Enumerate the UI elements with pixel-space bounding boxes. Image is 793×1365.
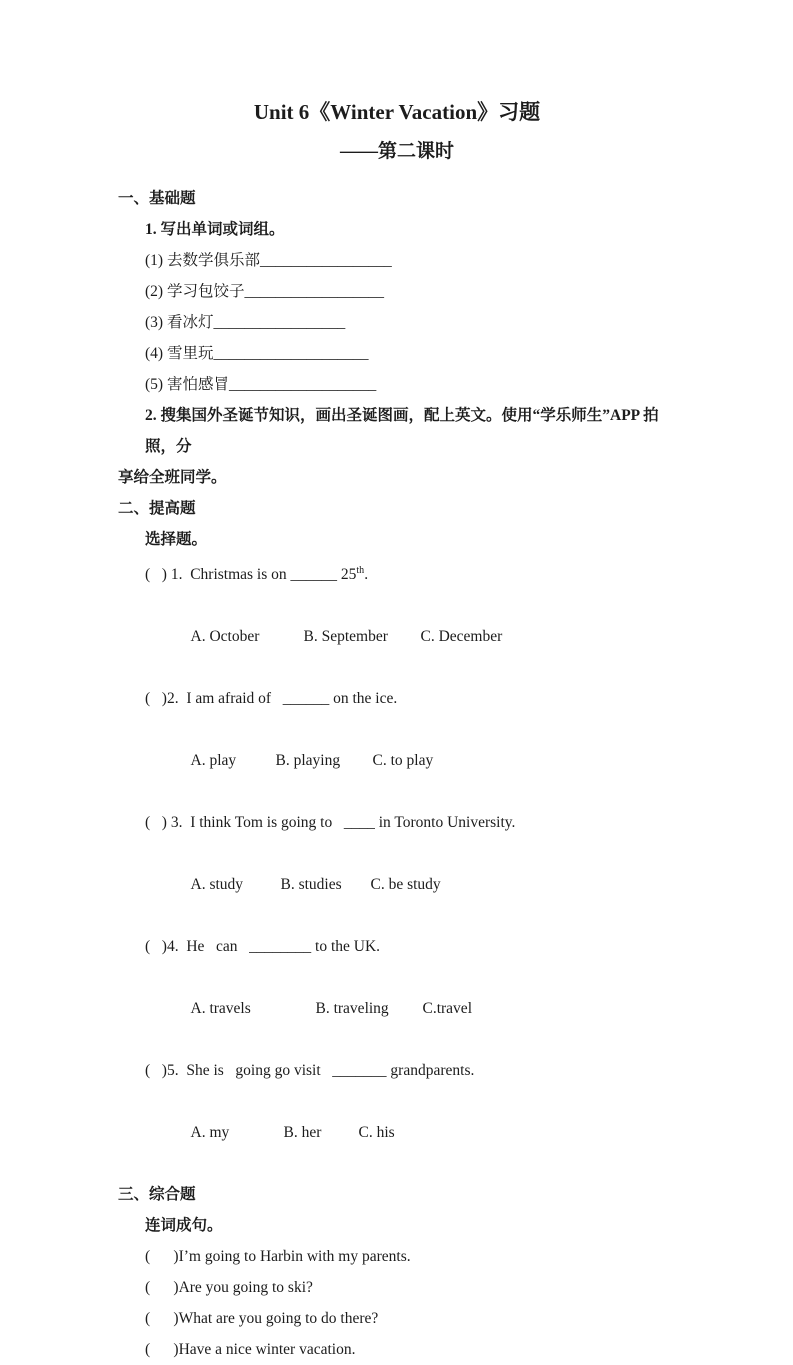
page-subtitle: ——第二课时 — [339, 141, 454, 162]
section-heading-advanced: 二、提高题 — [118, 500, 196, 517]
option-c: C. his — [358, 1124, 395, 1142]
question-options-5 — [118, 1086, 676, 1179]
question-stem-3: ( ) 3. I think Tom is going to ____ in Toronto University. — [145, 814, 516, 832]
option-b: B. her — [283, 1124, 322, 1142]
option-a: A. play — [190, 752, 237, 770]
fill-item-3: (3) 看冰灯_________________ — [145, 314, 346, 331]
page-title: Unit 6《Winter Vacation》习题 — [253, 100, 541, 124]
question-options-4 — [118, 962, 676, 1055]
question-options-1 — [118, 590, 676, 683]
option-b: B. playing — [275, 752, 341, 770]
question-stem-4: ( )4. He can ________ to the UK. — [145, 938, 381, 956]
option-c: C.travel — [422, 1000, 472, 1018]
ordinal-suffix: th — [356, 565, 365, 576]
option-c: C. to play — [372, 752, 434, 770]
sentence-instruction: 连词成句。 — [145, 1217, 223, 1235]
question-stem-text: ( ) 1. Christmas is on ______ 25 — [145, 566, 357, 584]
fill-item-4: (4) 雪里玩____________________ — [145, 345, 369, 362]
section-heading-comprehensive: 三、综合题 — [118, 1186, 196, 1204]
option-c: C. December — [420, 628, 503, 646]
fill-item-2: (2) 学习包饺子__________________ — [145, 283, 384, 300]
question-stem-2: ( )2. I am afraid of ______ on the ice. — [145, 690, 398, 708]
task1-label: 1. 写出单词或词组。 — [145, 221, 285, 238]
fill-item-1: (1) 去数学俱乐部_________________ — [145, 252, 392, 269]
section-heading-basic: 一、基础题 — [118, 190, 196, 207]
option-b: B. studies — [280, 876, 342, 894]
sentence-item-2: ( )Are you going to ski? — [145, 1279, 313, 1297]
option-b: B. traveling — [315, 1000, 389, 1018]
question-stem-5: ( )5. She is going go visit _______ grandparents. — [145, 1062, 475, 1080]
question-stem-end: . — [364, 566, 369, 584]
question-options-3 — [118, 838, 676, 931]
task2-text-line1: 2. 搜集国外圣诞节知识，画出圣诞图画，配上英文。使用“学乐师生”APP 拍照，分 — [145, 407, 659, 455]
choice-instruction: 选择题。 — [145, 531, 208, 548]
option-a: A. travels — [190, 1000, 251, 1018]
option-c: C. be study — [370, 876, 441, 894]
option-b: B. September — [303, 628, 388, 646]
sentence-item-4: ( )Have a nice winter vacation. — [145, 1341, 356, 1359]
option-a: A. my — [190, 1124, 230, 1142]
question-stem-1 — [118, 555, 676, 590]
sentence-item-1: ( )I’m going to Harbin with my parents. — [145, 1248, 411, 1266]
question-options-2 — [118, 714, 676, 807]
sentence-item-3: ( )What are you going to do there? — [145, 1310, 379, 1328]
option-a: A. October — [190, 628, 260, 646]
option-a: A. study — [190, 876, 244, 894]
task2-text-line2: 享给全班同学。 — [118, 469, 227, 486]
fill-item-5: (5) 害怕感冒___________________ — [145, 376, 377, 393]
